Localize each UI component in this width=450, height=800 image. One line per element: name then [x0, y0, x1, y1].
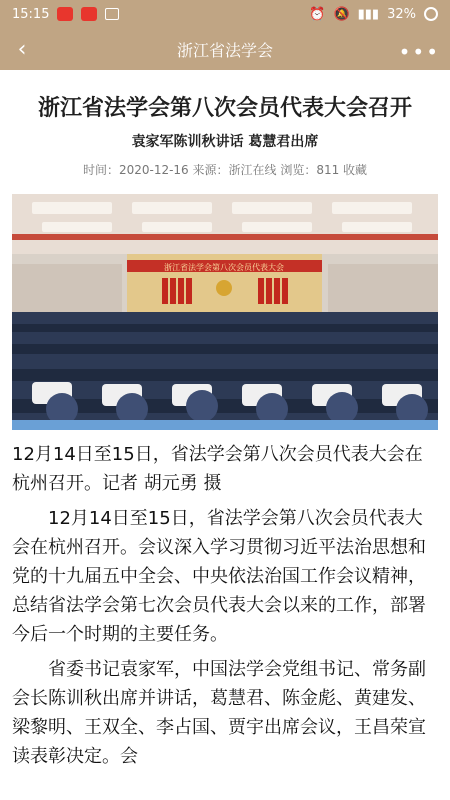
app-notification-icon-2 [81, 7, 97, 21]
more-dots-icon: ••• [398, 40, 440, 64]
image-notification-icon [105, 8, 119, 20]
status-right [309, 7, 438, 22]
article-paragraph-2: 省委书记袁家军，中国法学会党组书记、常务副会长陈训秋出席并讲话，葛慧君、陈金彪、黄建发、梁黎明、王双全、李占国、贾宇出席会议，王昌荣宣读表彰决定。会 [12, 659, 426, 767]
article-meta: 时间：2020-12-16 来源：浙江在线 浏览：811 收藏 [82, 163, 368, 177]
chevron-left-icon: ‹ [17, 36, 27, 62]
mute-icon: 🔕 [333, 6, 350, 22]
status-left [12, 7, 119, 22]
battery-ring-icon [424, 7, 438, 21]
article-photo [12, 194, 438, 430]
conference-photo [12, 194, 438, 430]
more-options-button[interactable] [399, 40, 440, 64]
alarm-icon: ⏰ [309, 6, 326, 22]
signal-icon: ▮▮▮ [357, 6, 380, 22]
back-button[interactable] [8, 35, 36, 63]
banner-text: 浙江省法学会第八次会员代表大会 [164, 263, 284, 272]
article-subtitle: 袁家军陈训秋讲话 葛慧君出席 [131, 134, 319, 150]
app-bar [0, 28, 450, 70]
article-content [0, 92, 450, 771]
status-time: 15:15 [12, 6, 50, 22]
photo-caption: 12月14日至15日，省法学会第八次会员代表大会在杭州召开。记者 胡元勇 摄 [12, 444, 423, 494]
battery-text: 32% [387, 6, 416, 22]
article-headline: 浙江省法学会第八次会员代表大会召开 [37, 96, 412, 121]
app-notification-icon [57, 7, 73, 21]
article-paragraph-1: 12月14日至15日，省法学会第八次会员代表大会在杭州召开。会议深入学习贯彻习近平法治思想和党的十九届五中全会、中央依法治国工作会议精神，总结省法学会第七次会员代表大会以来的工作，部署今后一个时期的主要任务。 [12, 508, 426, 645]
page-title: 浙江省法学会 [176, 40, 273, 60]
status-bar [0, 0, 450, 28]
